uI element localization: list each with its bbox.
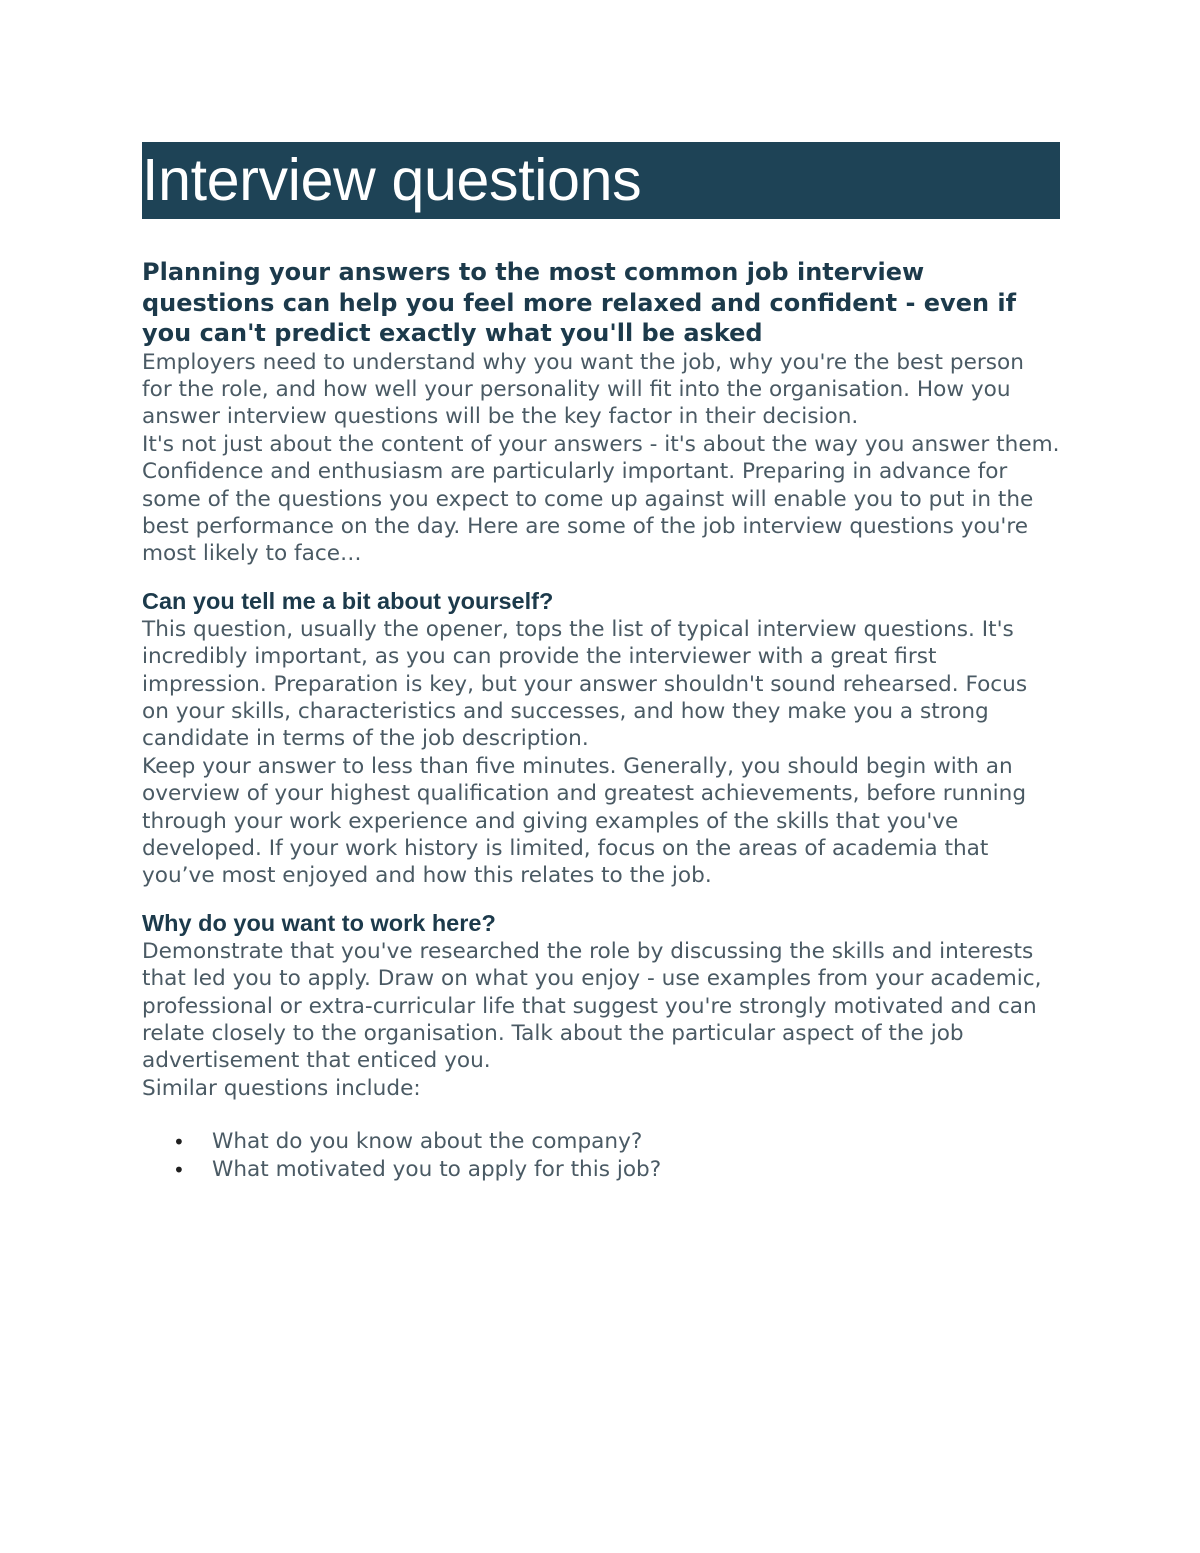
document-title: Interview questions <box>142 147 642 213</box>
similar-questions-label: Similar questions include: <box>142 1075 421 1101</box>
similar-questions-list <box>142 1128 1060 1184</box>
list-item <box>173 1128 1060 1156</box>
list-item-text: What do you know about the company? <box>212 1129 643 1155</box>
intro-paragraph-2: It's not just about the content of your answers - it's about the way you answer them. Confidence and enthusiasm are particularly important. Preparing in advance for some of the questions you expect to come up against will enable you to put in the best performance on the day. Here are some of the job interview questions you're most likely to face… <box>142 431 1060 567</box>
about-yourself-paragraph-2: Keep your answer to less than five minutes. Generally, you should begin with an overview of your highest qualification and greatest achievements, before running through your work experience and giving examples of the skills that you've developed. If your work history is limited, focus on the areas of academia that you’ve most enjoyed and how this relates to the job. <box>142 753 1027 889</box>
list-item-text: What motivated you to apply for this job? <box>212 1157 662 1183</box>
bullet-icon: • <box>173 1158 185 1183</box>
section-heading-about-yourself: Can you tell me a bit about yourself? <box>142 587 554 614</box>
why-work-here-paragraph-1: Demonstrate that you've researched the role by discussing the skills and interests that led you to apply. Draw on what you enjoy - use examples from your academic, professional or extra-curricular life that suggest you're strongly motivated and can relate closely to the organisation. Talk about the particular aspect of the job advertisement that enticed you. <box>142 938 1042 1074</box>
list-item <box>173 1156 1060 1184</box>
section-heading-why-work-here: Why do you want to work here? <box>142 909 496 936</box>
title-banner <box>142 142 1060 219</box>
about-yourself-paragraph-1: This question, usually the opener, tops the list of typical interview questions. It's incredibly important, as you can provide the interviewer with a great first impression. Preparation is key, but your answer shouldn't sound rehearsed. Focus on your skills, characteristics and successes, and how they make you a strong candidate in terms of the job description. <box>142 616 1028 752</box>
lead-subtitle: Planning your answers to the most common job interview questions can help you feel more relaxed and confident - even if you can't predict exactly what you'll be asked <box>142 258 1017 347</box>
intro-paragraph-1: Employers need to understand why you want the job, why you're the best person for the role, and how well your personality will fit into the organisation. How you answer interview questions will be the key factor in their decision. <box>142 349 1024 430</box>
document-page <box>142 142 1060 1184</box>
bullet-icon: • <box>173 1130 185 1155</box>
